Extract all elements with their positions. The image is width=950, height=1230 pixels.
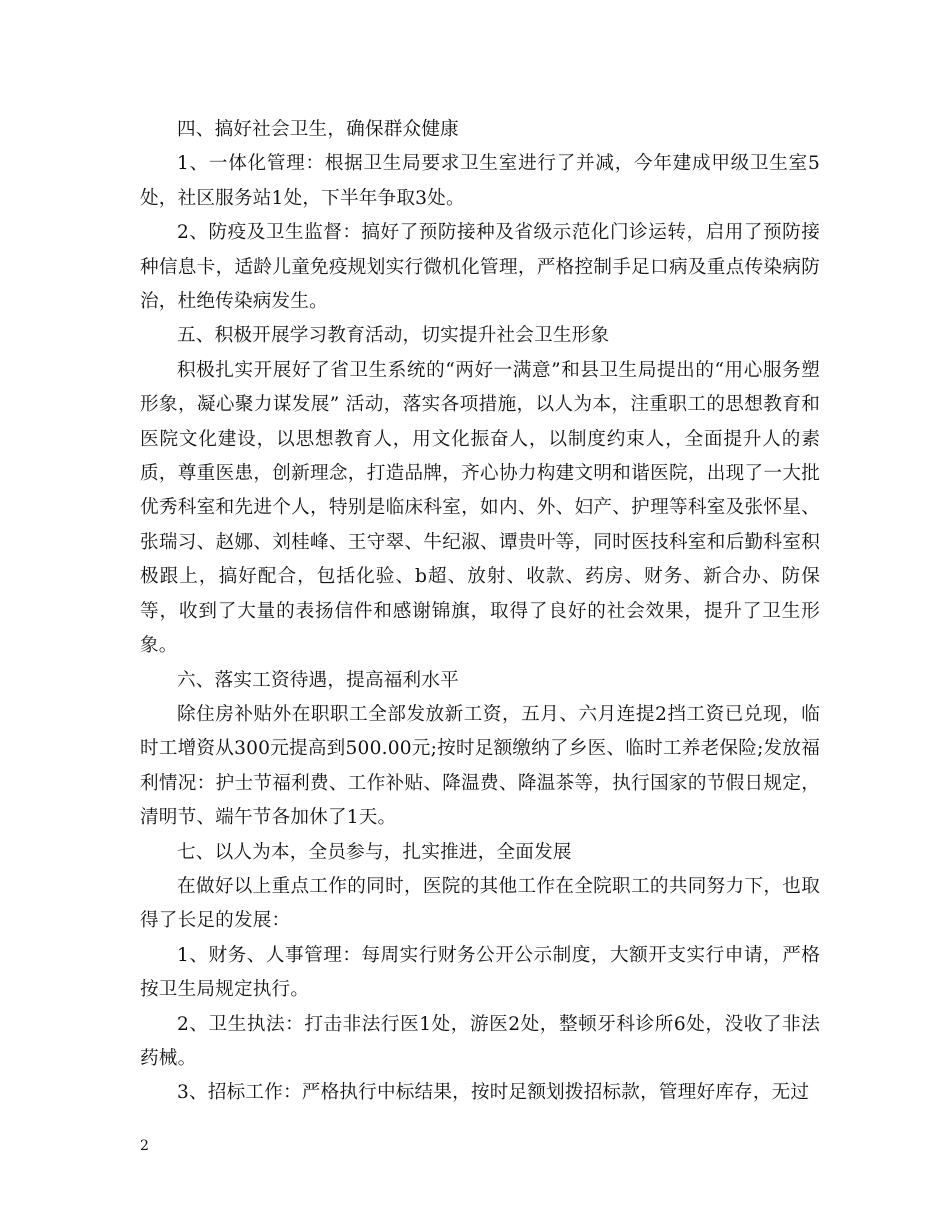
paragraph-epidemic-prevention: 2、防疫及卫生监督：搞好了预防接种及省级示范化门诊运转，启用了预防接种信息卡，适龄儿童免疫规划实行微机化管理，严格控制手足口病及重点传染病防治，杜绝传染病发生。: [140, 222, 820, 313]
paragraph-wages-benefits: 除住房补贴外在职职工全部发放新工资，五月、六月连提2挡工资已兑现，临时工增资从300元提高到500.00元;按时足额缴纳了乡医、临时工养老保险;发放福利情况：护士节福利费、工作补贴、降温费、降温茶等，执行国家的节假日规定，清明节、端午节各加休了1天。: [140, 703, 820, 829]
paragraph-education-activities: 积极扎实开展好了省卫生系统的“两好一满意”和县卫生局提出的“用心服务塑形象，凝心聚力谋发展” 活动，落实各项措施，以人为本，注重职工的思想教育和医院文化建设，以思想教育人，用文化振奋人，以制度约束人，全面提升人的素质，尊重医患，创新理念，打造品牌，齐心协力构建文明和谐医院，出现了一大批优秀科室和先进个人，特别是临床科室，如内、外、妇产、护理等科室及张怀星、张瑞习、赵娜、刘桂峰、王守翠、牛纪淑、谭贵叶等，同时医技科室和后勤科室积极跟上，搞好配合，包括化验、b超、放射、收款、药房、财务、新合办、防保等，收到了大量的表扬信件和感谢锦旗，取得了良好的社会效果，提升了卫生形象。: [140, 359, 820, 657]
paragraph-tendering-work: 3、招标工作：严格执行中标结果，按时足额划拨招标款，管理好库存，无过: [177, 1082, 810, 1104]
section-heading-5: 五、积极开展学习教育活动，切实提升社会卫生形象: [177, 325, 610, 347]
paragraph-integrated-management: 1、一体化管理：根据卫生局要求卫生室进行了并减，今年建成甲级卫生室5处，社区服务站1处，下半年争取3处。: [140, 153, 820, 209]
section-heading-4: 四、搞好社会卫生，确保群众健康: [177, 119, 459, 140]
paragraph-overall-development: 在做好以上重点工作的同时，医院的其他工作在全院职工的共同努力下，也取得了长足的发展：: [140, 875, 820, 932]
section-heading-6: 六、落实工资待遇，提高福利水平: [177, 669, 459, 691]
page-number: 2: [140, 1138, 149, 1154]
paragraph-finance-personnel: 1、财务、人事管理：每周实行财务公开公示制度，大额开支实行申请，严格按卫生局规定执行。: [140, 944, 820, 1001]
document-body: [140, 113, 820, 1111]
paragraph-health-enforcement: 2、卫生执法：打击非法行医1处，游医2处，整顿牙科诊所6处，没收了非法药械。: [140, 1013, 820, 1069]
section-heading-7: 七、以人为本，全员参与，扎实推进，全面发展: [177, 841, 572, 863]
